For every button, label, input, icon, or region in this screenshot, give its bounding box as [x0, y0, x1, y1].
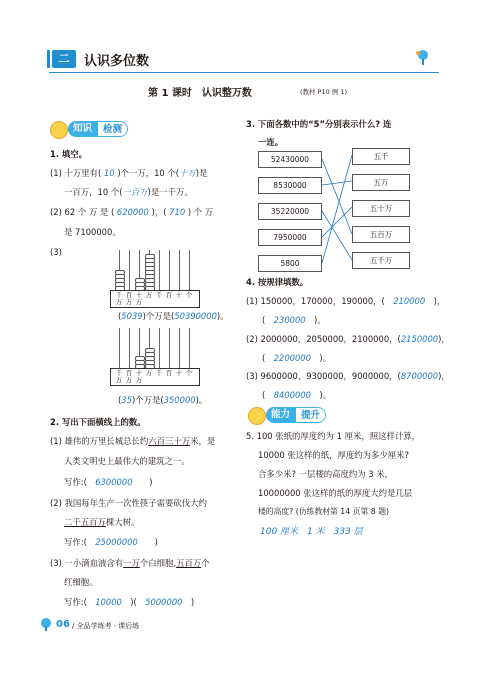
q2-s3-line1: (3) 一小滴血液含有一万个白细胞,五百万个 — [50, 558, 210, 568]
place-label: 个 — [185, 291, 193, 299]
abacus-rod — [179, 250, 180, 290]
q5-line1: 5. 100 张纸的厚度约为 1 厘米，照这样计算， — [246, 431, 420, 441]
q3-title-2: 一连。 — [258, 137, 284, 147]
q4-title: 4. 按规律填数。 — [246, 277, 309, 287]
number-box: 52430000 — [258, 151, 322, 168]
q1-p2-line1: (2) 62 个 万 是 ( 620000 )，( 710 ) 个 万 — [50, 207, 214, 217]
place-label: 百 万 — [125, 369, 133, 384]
place-label: 千 — [155, 291, 163, 299]
abacus-rod — [179, 328, 180, 368]
abacus-rod — [169, 250, 170, 290]
q2-w2: 写作:( 25000000 ) — [64, 537, 158, 547]
q4-r3-cont: ( 8400000 )。 — [262, 390, 331, 400]
number-box: 7950000 — [258, 229, 322, 246]
abacus-bead — [135, 278, 145, 283]
abacus-2 — [110, 328, 196, 386]
badge-left-label: 能力 — [266, 407, 295, 423]
number-box: 8530000 — [258, 177, 322, 194]
number-box: 35220000 — [258, 203, 322, 220]
q1-p3-label: (3) — [50, 247, 62, 257]
ability-badge — [266, 407, 326, 423]
abacus-rod — [129, 328, 130, 368]
tree-footer-icon — [38, 617, 54, 631]
abacus-rod — [169, 328, 170, 368]
q5-line5: 楼的高度? (仿练教材第 14 页第 8 题) — [258, 507, 390, 516]
match-line-3 — [322, 211, 352, 260]
tree-icon — [414, 48, 432, 66]
q2-s2-line2: 二千五百万棵大树。 — [64, 517, 140, 527]
number-box: 5800 — [258, 255, 322, 272]
q5-line3: 合多少米? 一层楼的高度约为 3 米， — [258, 469, 394, 479]
place-value-box: 五万 — [352, 174, 410, 191]
chapter-title: 认识多位数 — [84, 54, 150, 69]
mascot-icon-2 — [248, 407, 266, 425]
place-label: 十 — [175, 369, 183, 377]
q4-r1-cont: ( 230000 )。 — [262, 315, 326, 325]
abacus-frame — [110, 368, 200, 386]
chapter-number: 二 — [58, 52, 70, 65]
abacus-frame — [110, 290, 200, 308]
place-label: 百 — [165, 291, 173, 299]
abacus1-answer: (5039)个万是(50390000)。 — [118, 311, 229, 321]
q2-w3: 写作:( 10000 )( 5000000 ) — [64, 597, 195, 607]
place-label: 十 万 — [135, 369, 143, 384]
abacus-rod — [119, 328, 120, 368]
place-label: 千 万 — [115, 291, 123, 306]
q5-line2: 10000 张这样的纸，厚度约为多少厘米? — [258, 450, 409, 460]
q4-r2-cont: ( 2200000 )。 — [262, 353, 331, 363]
abacus2-answer: (35)个万是(350000)。 — [118, 395, 208, 405]
q2-s3-line2: 红细胞。 — [64, 577, 98, 587]
abacus-bead — [145, 348, 155, 353]
abacus-rod — [129, 250, 130, 290]
knowledge-check-badge — [68, 121, 128, 137]
place-label: 十 万 — [135, 291, 143, 306]
q5-line4: 10000000 张这样的纸的厚度大约是几层 — [258, 488, 413, 498]
abacus-bead — [115, 270, 125, 275]
header-divider — [49, 72, 439, 73]
match-line-2 — [322, 181, 352, 185]
badge-right-label: 检测 — [97, 121, 128, 137]
badge-left-label: 知识 — [68, 121, 97, 137]
matching-lines — [322, 150, 352, 270]
q4-r2: (2) 2000000，2050000，2100000，(2150000)， — [246, 334, 450, 344]
abacus-bead — [145, 254, 155, 259]
abacus-rod — [189, 250, 190, 290]
lesson-title: 第 1 课时 认识整万数 — [148, 88, 252, 99]
abacus-rod — [159, 328, 160, 368]
q5-answer: 100 厘米 1 米 333 层 — [260, 527, 363, 537]
q3-title: 3. 下面各数中的“5”分别表示什么? 连 — [246, 119, 392, 129]
place-value-box: 五千万 — [352, 252, 410, 269]
mascot-icon — [50, 121, 68, 139]
place-label: 百 万 — [125, 291, 133, 306]
q2-s2-line1: (2) 我国每年生产一次性筷子需要砍伐大约 — [50, 498, 207, 508]
badge-right-label: 提升 — [295, 407, 326, 423]
q2-s1-line2: 人类文明史上最伟大的建筑之一。 — [64, 456, 190, 466]
q4-r1: (1) 150000，170000，190000，( 210000 )， — [246, 296, 446, 306]
place-label: 十 — [175, 291, 183, 299]
abacus-1 — [110, 250, 196, 308]
page-number: 06 — [56, 619, 70, 630]
footer-text: / 全品学练考 · 课后练 — [72, 622, 140, 630]
place-label: 个 — [185, 369, 193, 377]
q2-w1: 写作:( 6300000 ) — [64, 477, 153, 487]
place-value-box: 五千 — [352, 148, 410, 165]
place-value-box: 五十万 — [352, 200, 410, 217]
place-label: 万 — [145, 369, 153, 377]
abacus-rod — [189, 328, 190, 368]
abacus-bead — [135, 356, 145, 361]
q4-r3: (3) 9600000，9300000，9000000，(8700000)， — [246, 371, 450, 381]
q1-p2-line2: 是 7100000。 — [64, 227, 121, 237]
place-label: 千 — [155, 369, 163, 377]
q2-s1-line1: (1) 雄伟的万里长城总长约六百三十万米，是 — [50, 436, 216, 446]
lesson-source: (教材 P10 例 1) — [300, 88, 348, 96]
abacus-rod — [159, 250, 160, 290]
q1-p1-line1: (1) 十万里有( 10 )个一万，10 个(十万)是 — [50, 168, 208, 178]
q2-title: 2. 写出下面横线上的数。 — [50, 417, 146, 427]
place-label: 百 — [165, 369, 173, 377]
place-label: 千 万 — [115, 369, 123, 384]
place-value-box: 五百万 — [352, 226, 410, 243]
place-label: 万 — [145, 291, 153, 299]
chapter-number-badge — [52, 50, 76, 68]
q1-p1-line2: 一百万，10 个(一百万)是一千万。 — [64, 187, 193, 197]
q1-title: 1. 填空。 — [50, 149, 88, 159]
